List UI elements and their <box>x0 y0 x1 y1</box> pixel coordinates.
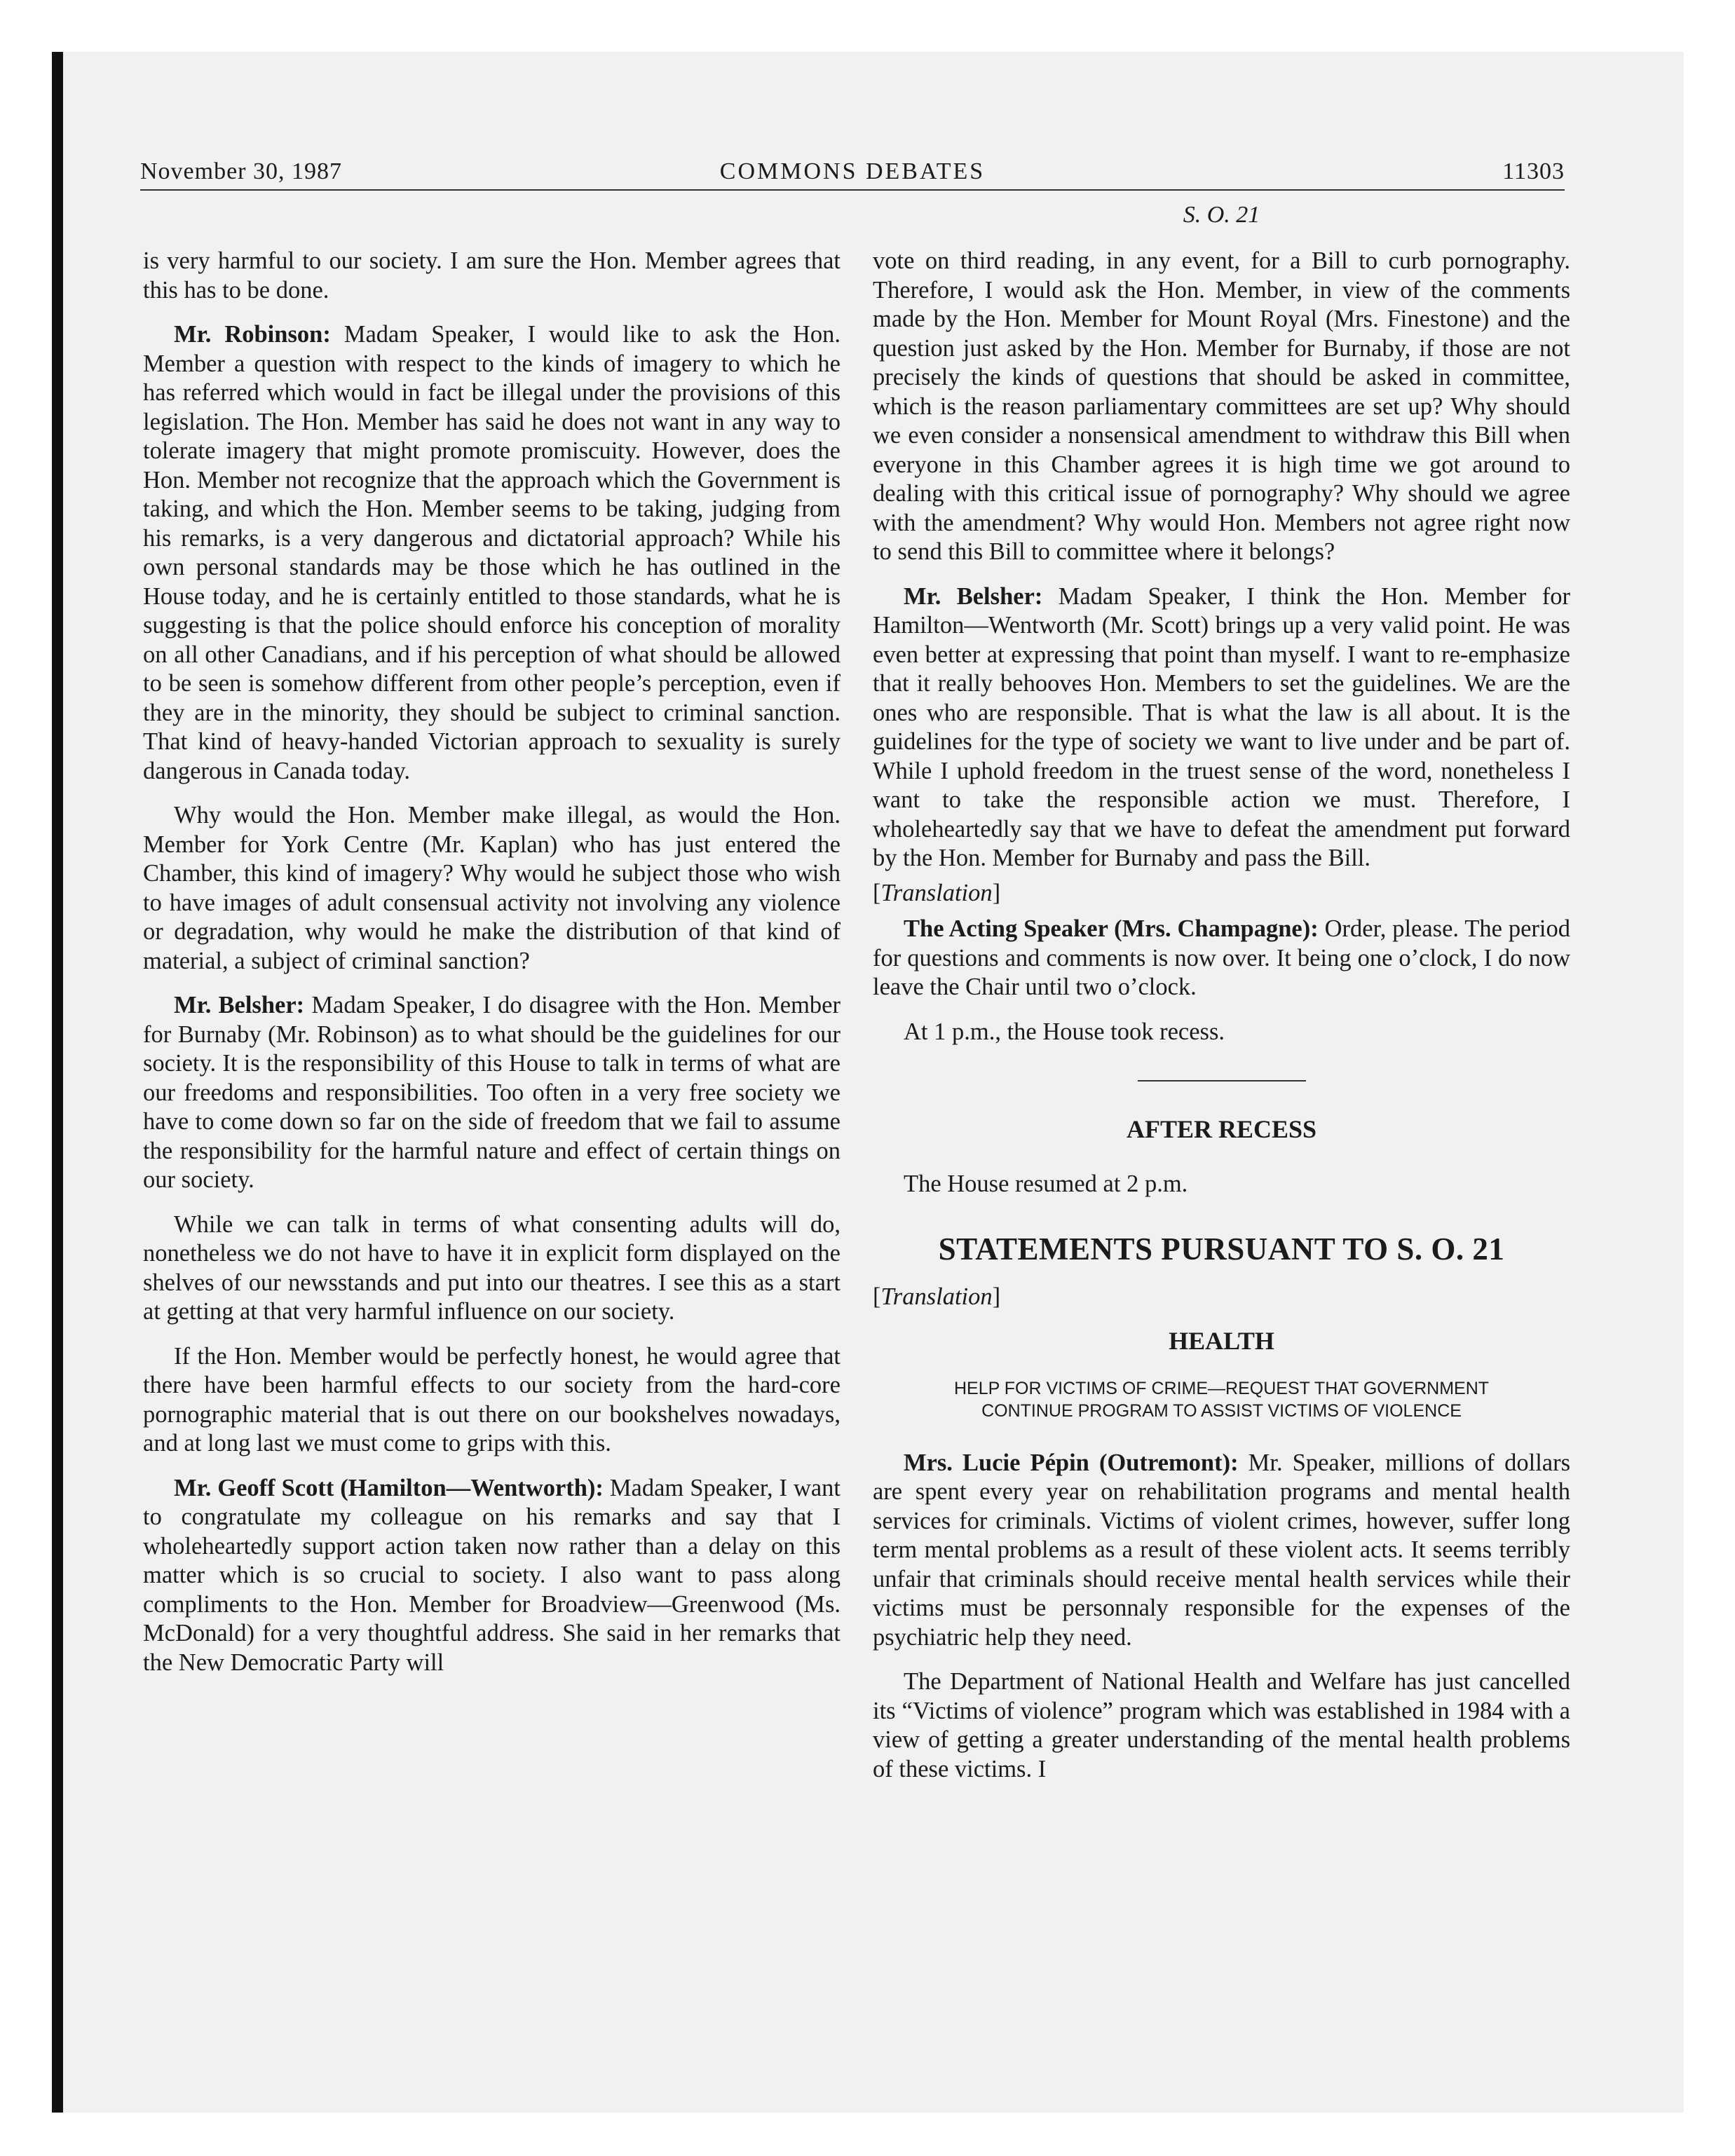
speech-text: Madam Speaker, I think the Hon. Member for Hamilton—Wentworth (Mr. Scott) brings up a very valid point. He was even better at expressing that point than myself. I want to re-emphasize that it really behooves Hon. Members to set the guidelines. We are the ones who are responsible. That is what the law is all about. It is the guidelines for the type of society we want to live under and be part of. While I uphold freedom in the truest sense of the word, nonetheless I want to take the responsible action we must. Therefore, I wholeheartedly say that we have to defeat the amendment put forward by the Hon. Member for Burnaby and pass the Bill. <box>873 582 1570 871</box>
speech-text: Madam Speaker, I do disagree with the Hon. Member for Burnaby (Mr. Robinson) as to what should be the guidelines for our society. It is the responsibility of this House to talk in terms of what are our freedoms and responsibilities. Too often in a very free society we have to come down so far on the side of freedom that we fail to assume the responsibility for the harmful nature and effect of certain things on our society. <box>143 992 841 1193</box>
subheading-line: CONTINUE PROGRAM TO ASSIST VICTIMS OF VIOLENCE <box>981 1400 1462 1421</box>
translation-label: Translation <box>880 1283 993 1310</box>
paragraph: vote on third reading, in any event, for a Bill to curb pornography. Therefore, I would ask the Hon. Member, in view of the comments made by the Hon. Member for Mount Royal (Mrs. Finestone) and the question just asked by the Hon. Member for Burnaby, if those are not precisely the kinds of questions that should be asked in committee, which is the reason parliamentary committees are set up? Why should we even consider a nonsensical amendment to withdraw this Bill when everyone in this Chamber agrees it is high time we got around to dealing with this critical issue of pornography? Why should we agree with the amendment? Why would Hon. Members not agree right now to send this Bill to committee where it belongs? <box>873 247 1570 565</box>
left-column <box>143 247 841 1693</box>
speaker-name: Mr. Robinson: <box>174 321 331 348</box>
translation-note: [Translation] <box>873 879 1001 906</box>
paragraph: The House resumed at 2 p.m. <box>904 1170 1188 1197</box>
paragraph <box>143 320 841 786</box>
speaker-name: Mr. Belsher: <box>904 582 1043 610</box>
subheading-line: HELP FOR VICTIMS OF CRIME—REQUEST THAT GOVERNMENT <box>953 1378 1490 1398</box>
translation-label: Translation <box>880 879 993 906</box>
paragraph: If the Hon. Member would be perfectly honest, he would agree that there have been harmful effects to our society from the hard-core pornographic material that is out there on our bookshelves nowadays, and at long last we must come to grips with this. <box>143 1342 841 1456</box>
header-title: COMMONS DEBATES <box>719 158 986 184</box>
paragraph: While we can talk in terms of what consenting adults will do, nonetheless we do not have to have it in explicit form displayed on the shelves of our newsstands and put into our theatres. I see this as a start at getting at that very harmful influence on our society. <box>143 1210 841 1325</box>
paragraph: is very harmful to our society. I am sure the Hon. Member agrees that this has to be done. <box>143 247 841 303</box>
speaker-name: Mr. Belsher: <box>174 992 305 1018</box>
paragraph <box>873 582 1570 873</box>
heading-statements: STATEMENTS PURSUANT TO S. O. 21 <box>938 1231 1505 1267</box>
scan-binding-edge <box>52 52 63 2113</box>
paragraph <box>143 1474 841 1678</box>
speech-text: Mr. Speaker, millions of dollars are spent every year on rehabilitation programs and mental health services for criminals. Victims of violent crimes, however, suffer long term mental problems as a result of these violent acts. It seems terribly unfair that criminals should receive mental health services while their victims must be personnaly responsible for the expenses of the psychiatric help they need. <box>873 1449 1571 1651</box>
speech-text: Madam Speaker, I want to congratulate my colleague on his remarks and say that I wholeheartedly support action taken now rather than a delay on this matter which is so crucial to society. I also want to pass along compliments to the Hon. Member for Broadview—Greenwood (Ms. McDonald) for a very thoughtful address. She said in her remarks that the New Democratic Party will <box>143 1474 841 1676</box>
speaker-name: The Acting Speaker (Mrs. Champagne): <box>904 915 1319 942</box>
paragraph <box>143 991 841 1195</box>
speaker-name: Mrs. Lucie Pépin (Outremont): <box>904 1449 1239 1476</box>
paragraph: Why would the Hon. Member make illegal, as would the Hon. Member for York Centre (Mr. Kaplan) who has just entered the Chamber, this kind of imagery? Why would he subject those who wish to have images of adult consensual activity not involving any violence or degradation, why would he make the distribution of that kind of material, a subject of criminal sanction? <box>143 802 841 974</box>
page-header <box>140 156 1565 191</box>
paragraph <box>873 915 1570 1002</box>
paragraph: At 1 p.m., the House took recess. <box>904 1018 1225 1045</box>
heading-health: HEALTH <box>1169 1327 1274 1355</box>
paragraph <box>873 1449 1570 1653</box>
paragraph: The Department of National Health and Welfare has just cancelled its “Victims of violence” program which was established in 1984 with a view of getting a greater understanding of the mental health problems of these victims. I <box>873 1668 1570 1782</box>
speech-text: Order, please. The period for questions and comments is now over. It being one o’clock, I do now leave the Chair until two o’clock. <box>873 915 1570 1000</box>
header-date: November 30, 1987 <box>140 158 343 184</box>
speech-text: Madam Speaker, I would like to ask the Hon. Member a question with respect to the kinds of imagery to which he has referred which would in fact be illegal under the provisions of this legislation. The Hon. Member has said he does not want in any way to tolerate imagery that might promote promiscuity. However, does the Hon. Member not recognize that the approach which the Government is taking, and which the Hon. Member seems to be taking, judging from his remarks, is a very dangerous and dictatorial approach? While his own personal standards may be those which he has outlined in the House today, and he is certainly entitled to those standards, what he is suggesting is that the police should enforce his conception of morality on all other Canadians, and if his perception of what should be allowed to be seen is somehow different from other people’s perception, even if they are in the minority, they should be subject to criminal sanction. That kind of heavy-handed Victorian approach to sexuality is surely dangerous in Canada today. <box>143 321 841 784</box>
section-subhead: S. O. 21 <box>1183 202 1260 228</box>
translation-note: [Translation] <box>873 1283 1001 1310</box>
header-page-number: 11303 <box>1502 158 1565 184</box>
subheading-victims <box>873 1377 1570 1422</box>
speaker-name: Mr. Geoff Scott (Hamilton—Wentworth): <box>174 1474 604 1501</box>
heading-after-recess: AFTER RECESS <box>1126 1115 1317 1143</box>
section-divider <box>1138 1080 1306 1082</box>
right-column <box>873 247 1570 1799</box>
